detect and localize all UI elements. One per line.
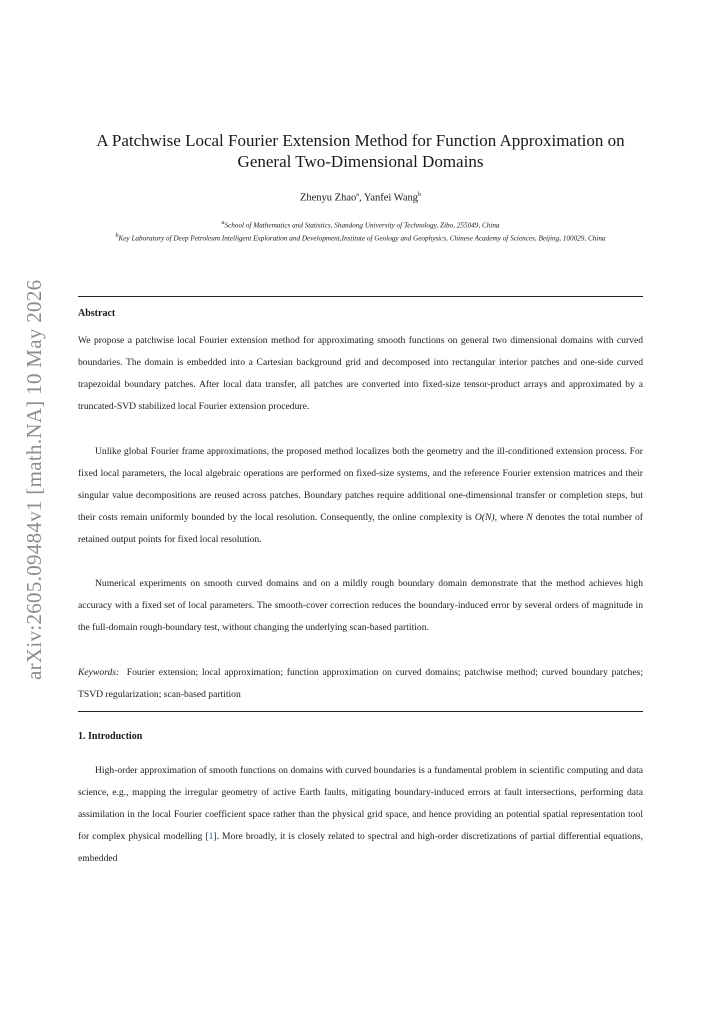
abstract-text: , where bbox=[494, 512, 527, 523]
abstract-paragraph bbox=[78, 441, 643, 551]
introduction-text: ]. More broadly, it is closely related to spectral and high-order discretizations of partial differential equations, embedded bbox=[78, 831, 644, 864]
author-separator: , bbox=[358, 192, 364, 204]
abstract-text: denotes the total number of retained output points for fixed local resolution. bbox=[78, 512, 643, 545]
affiliation-mark: a bbox=[221, 220, 225, 226]
introduction-paragraph bbox=[78, 760, 643, 870]
keywords-label: Keywords: bbox=[78, 667, 120, 678]
section-heading-introduction: 1. Introduction bbox=[78, 731, 143, 742]
affiliation-mark: b bbox=[115, 233, 119, 240]
affiliation-mark: a bbox=[356, 192, 359, 198]
arxiv-identifier-stamp: arXiv:2605.09484v1 [math.NA] 10 May 2026 bbox=[22, 279, 46, 680]
abstract-text: Unlike global Fourier frame approximations, the proposed method localizes both the geometry and the ill-conditioned extension process. For fixed local parameters, the local algebraic operations are performed on fixed-size systems, and the reference Fourier extension matrices and their singular value decompositions are reused across patches. Boundary patches require additional one-dimensional transfer or completion steps, but their costs remain uniformly bounded by the local resolution. Consequently, the online complexity is bbox=[78, 446, 643, 523]
affiliation-text: Key Laboratory of Deep Petroleum Intelligent Exploration and Development,Institute of Geology and Geophysics, Chinese Academy of Sciences, Beijing, 100029, China bbox=[118, 234, 606, 243]
affiliation-text: School of Mathematics and Statistics, Shandong University of Technology, Zibo, 255049, China bbox=[224, 221, 500, 230]
abstract-bottom-rule bbox=[78, 711, 643, 712]
affiliations bbox=[70, 218, 651, 245]
citation-link[interactable]: 1 bbox=[208, 831, 214, 842]
keywords bbox=[78, 662, 643, 706]
introduction-text: High-order approximation of smooth functions on domains with curved boundaries is a fundamental problem in scientific computing and data science, e.g., mapping the irregular geometry of active Earth faults, mitigating boundary-induced errors at fault intersections, performing data assimilation in the local Fourier coefficient space rather than the physical grid space, and hence providing an potential spatial representation tool for complex physical modelling [ bbox=[78, 765, 643, 842]
abstract-heading: Abstract bbox=[78, 308, 116, 319]
paper-title bbox=[78, 130, 643, 172]
keywords-text: Fourier extension; local approximation; function approximation on curved domains; patchwise method; curved boundary patches; TSVD regularization; scan-based partition bbox=[78, 667, 643, 700]
variable-n: N bbox=[526, 512, 533, 523]
title-line-2: General Two-Dimensional Domains bbox=[237, 152, 484, 171]
abstract-top-rule bbox=[78, 296, 643, 297]
author-list bbox=[78, 192, 643, 204]
affiliation-a bbox=[70, 218, 651, 231]
author-name: Zhenyu Zhao bbox=[299, 192, 357, 204]
abstract-paragraph: Numerical experiments on smooth curved domains and on a mildly rough boundary domain demonstrate that the method achieves high accuracy with a fixed set of local parameters. The smooth-cover correction reduces the boundary-induced error by several orders of magnitude in the full-domain rough-boundary test, without changing the underlying scan-based partition. bbox=[78, 578, 643, 633]
affiliation-b bbox=[70, 231, 651, 244]
author-name: Yanfei Wang bbox=[363, 192, 418, 204]
abstract-paragraph: We propose a patchwise local Fourier extension method for approximating smooth functions on general two dimensional domains with curved boundaries. The domain is embedded into a Cartesian background grid and decomposed into rectangular interior patches and one-side curved trapezoidal boundary patches. After local data transfer, all patches are converted into fixed-size tensor-product arrays and approximated by a truncated-SVD stabilized local Fourier extension procedure. bbox=[78, 335, 643, 412]
complexity-expression: O(N) bbox=[474, 512, 495, 523]
title-line-1: A Patchwise Local Fourier Extension Method for Function Approximation on bbox=[96, 131, 625, 150]
affiliation-mark: b bbox=[418, 192, 421, 198]
